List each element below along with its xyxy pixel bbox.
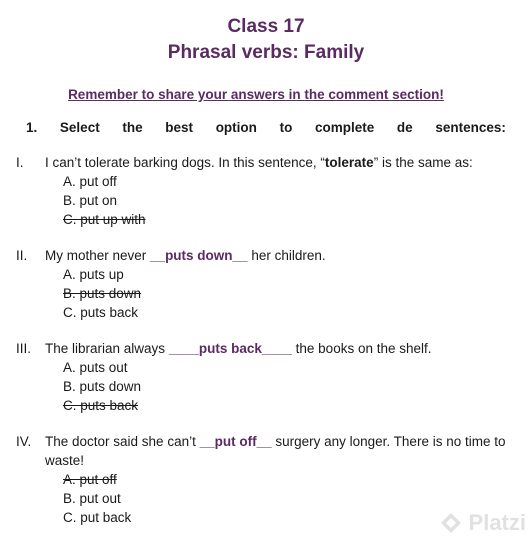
question-stem: The doctor said she can’t __put off__ surgery any longer. There is no time to waste! (45, 434, 506, 468)
answer-fill: __put off__ (199, 434, 272, 449)
option-b: B. puts down (63, 379, 142, 394)
instruction-word: best (165, 120, 194, 135)
reminder-text: Remember to share your answers in the comment section! (68, 87, 444, 102)
options-list (63, 470, 131, 527)
option-b: B. put out (63, 491, 121, 506)
instruction-word: sentences: (435, 120, 506, 135)
instruction-word: option (215, 120, 257, 135)
answer-fill: ____puts back____ (168, 341, 292, 356)
option-c: C. put back (63, 510, 132, 525)
instruction-word: Select (59, 120, 100, 135)
options-list (63, 358, 141, 415)
class-title: Class 17 (227, 16, 305, 37)
instruction-word: complete (314, 120, 375, 135)
highlighted-word: tolerate (324, 155, 374, 170)
option-a: A. puts up (63, 267, 124, 282)
option-c: C. puts back (63, 305, 139, 320)
topic-title: Phrasal verbs: Family (167, 42, 365, 63)
options-list (63, 172, 146, 229)
platzi-logo-icon (439, 511, 463, 535)
question-numeral: I. (16, 155, 24, 170)
instruction-word: the (122, 120, 143, 135)
option-b: B. put on (63, 193, 118, 208)
instruction-number: 1. (26, 120, 38, 135)
option-c-struck: C. puts back (63, 398, 139, 413)
options-list (63, 265, 141, 322)
question-stem: The librarian always ____puts back____ the books on the shelf. (45, 341, 432, 356)
answer-fill: __puts down__ (150, 248, 248, 263)
question-numeral: IV. (16, 434, 32, 449)
instruction-line (26, 120, 506, 135)
option-a: A. put off (63, 174, 117, 189)
instruction-word: de (396, 120, 413, 135)
platzi-watermark (439, 510, 526, 536)
option-a-struck: A. put off (63, 472, 117, 487)
question-stem: I can’t tolerate barking dogs. In this sentence, “tolerate” is the same as: (45, 155, 473, 170)
question-numeral: III. (16, 341, 32, 356)
question-numeral: II. (16, 248, 28, 263)
instruction-word: to (279, 120, 293, 135)
watermark-text: Platzi (468, 510, 526, 535)
option-a: A. puts out (63, 360, 128, 375)
option-b-struck: B. puts down (63, 286, 142, 301)
question-stem: My mother never __puts down__ her children. (45, 248, 326, 263)
option-c-struck: C. put up with (63, 212, 146, 227)
